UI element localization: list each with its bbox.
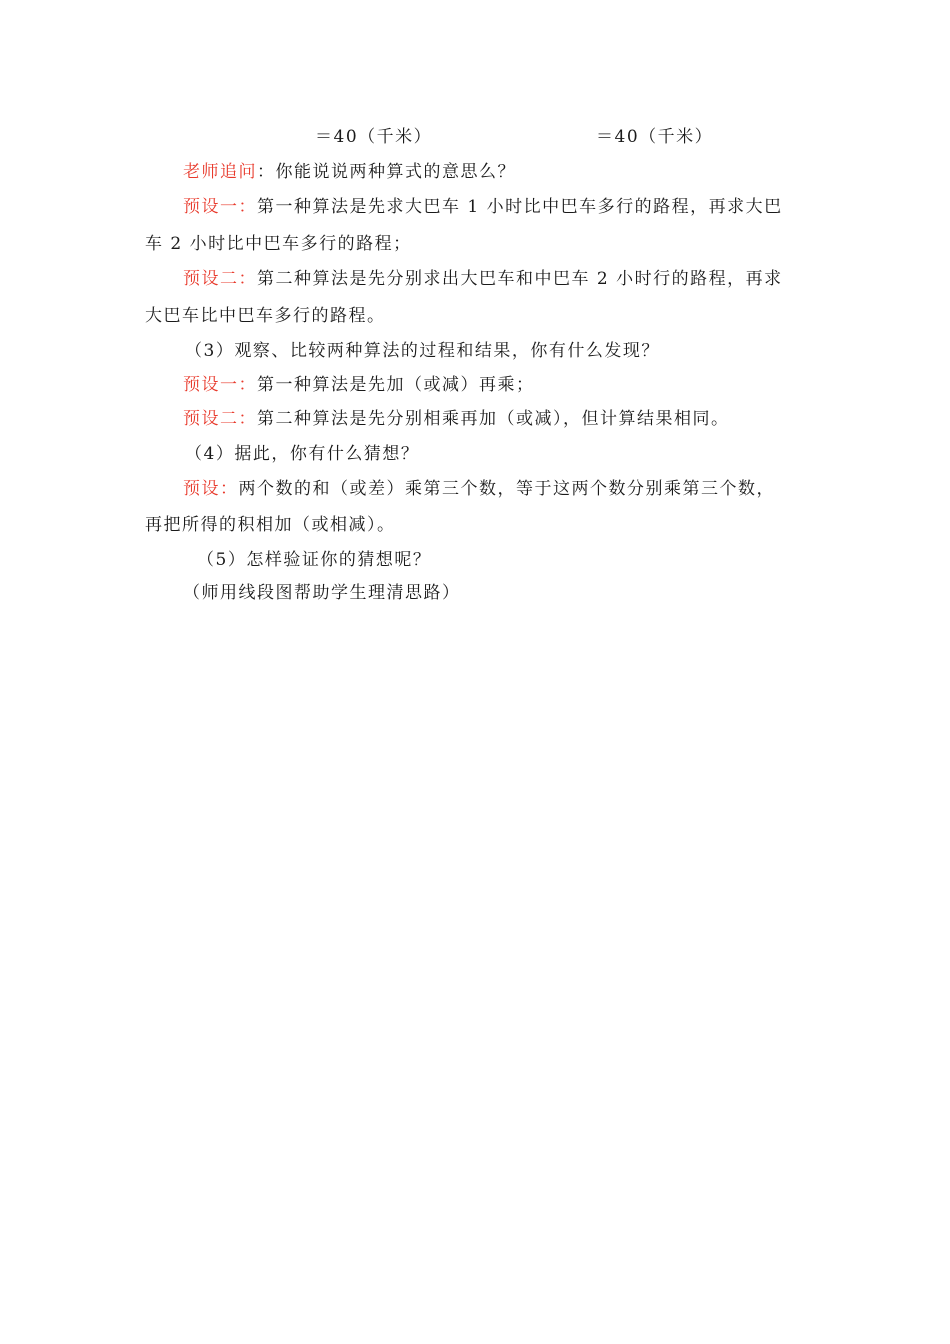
preset-five-line1	[183, 478, 775, 500]
item-5: （5）怎样验证你的猜想呢？	[197, 550, 432, 570]
teacher-question-text: ：你能说说两种算式的意思么？	[257, 162, 516, 182]
item-4: （4）据此，你有什么猜想？	[185, 444, 420, 464]
preset-three	[183, 374, 535, 396]
preset-four	[183, 408, 730, 430]
teacher-question-label: 老师追问	[183, 162, 257, 182]
preset-three-label: 预设一：	[183, 375, 257, 395]
preset-five-line2: 再把所得的积相加（或相减）。	[145, 515, 396, 535]
preset-two-line2: 大巴车比中巴车多行的路程。	[145, 306, 386, 326]
preset-two-line1	[183, 268, 783, 290]
preset-five-label: 预设：	[183, 479, 239, 499]
preset-one-line1	[183, 196, 783, 218]
preset-five-text1: 两个数的和（或差）乘第三个数，等于这两个数分别乘第三个数，	[238, 479, 775, 499]
result-left: ＝40（千米）	[315, 127, 433, 147]
preset-two-label: 预设二：	[183, 269, 257, 289]
teacher-question	[183, 161, 516, 183]
item-3: （3）观察、比较两种算法的过程和结果，你有什么发现？	[185, 341, 660, 361]
preset-one-text1: 第一种算法是先求大巴车 1 小时比中巴车多行的路程，再求大巴	[257, 197, 783, 217]
preset-four-label: 预设二：	[183, 409, 257, 429]
preset-four-text: 第二种算法是先分别相乘再加（或减），但计算结果相同。	[257, 409, 730, 429]
preset-three-text: 第一种算法是先加（或减）再乘；	[257, 375, 535, 395]
result-right: ＝40（千米）	[596, 127, 714, 147]
preset-two-text1: 第二种算法是先分别求出大巴车和中巴车 2 小时行的路程，再求	[257, 269, 783, 289]
preset-one-line2: 车 2 小时比中巴车多行的路程；	[145, 234, 412, 254]
teacher-note: （师用线段图帮助学生理清思路）	[183, 583, 461, 603]
preset-one-label: 预设一：	[183, 197, 257, 217]
